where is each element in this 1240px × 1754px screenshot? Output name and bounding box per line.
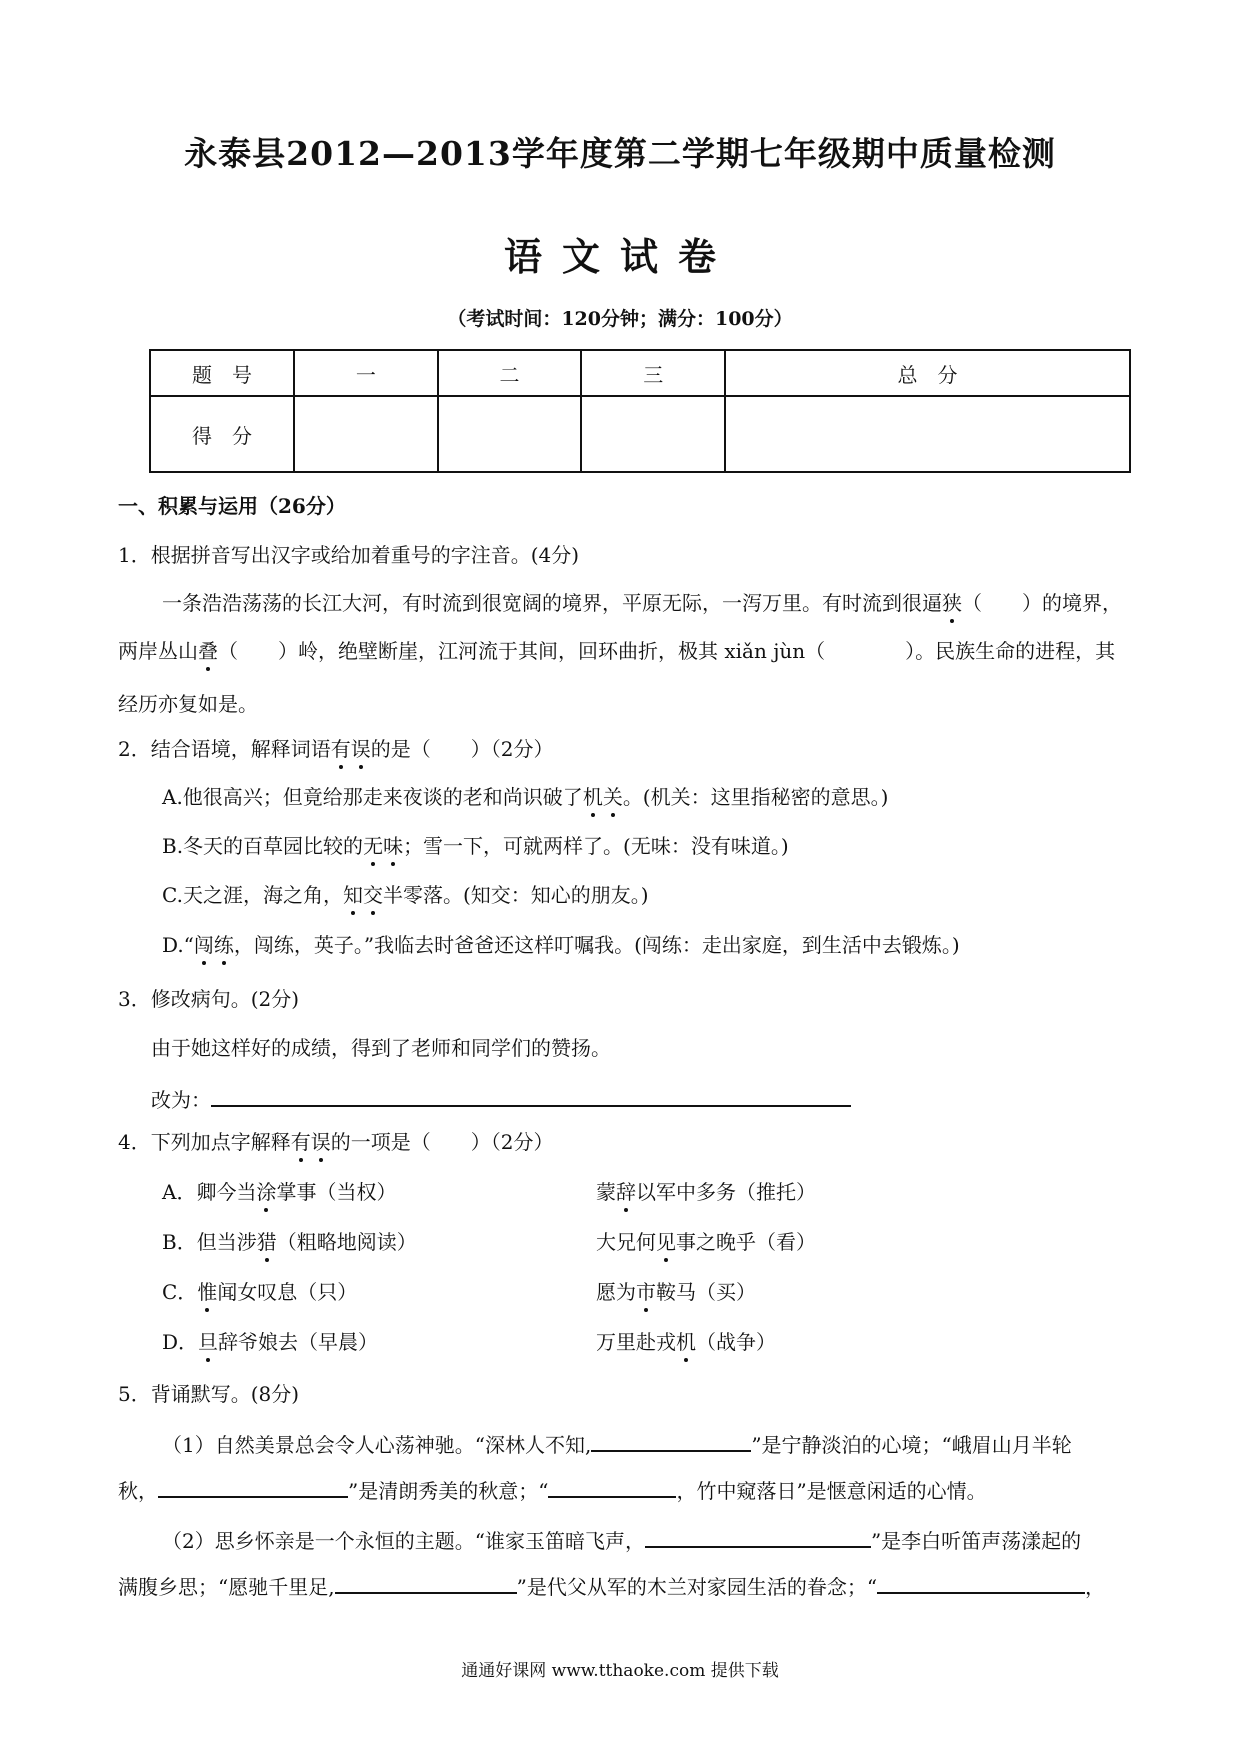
q4-text: 鞍马（买） [656,1280,756,1304]
q1-text: （ ）的境界， [962,591,1122,615]
q4-option-right [596,1328,776,1356]
q4-dotted-char: 机 [676,1330,696,1354]
q4-dotted-char: 涂 [256,1180,277,1204]
q5-blank[interactable] [645,1526,871,1548]
q4-text: C． [162,1280,198,1304]
q5-text: ， [1085,1575,1106,1599]
q4-text: 以军中多务（推托） [636,1180,816,1204]
q1-dotted-char: 狭 [942,591,962,615]
q2-stem [118,735,553,763]
exam-title: 永泰县2012—2013学年度第二学期七年级期中质量检测 [184,134,1056,173]
q4-text: B．但当涉 [162,1230,257,1254]
q4-text: 蒙 [596,1180,616,1204]
q5-text: （1）自然美景总会令人心荡神驰。“深林人不知, [162,1433,592,1457]
q4-dotted-char: 惟 [197,1280,218,1304]
q5-text: （2）思乡怀亲是一个永恒的主题。“谁家玉笛暗飞声， [162,1529,645,1553]
q4-text: A．卿今当 [162,1180,257,1204]
q1-stem: 1．根据拼音写出汉字或给加着重号的字注音。(4分) [118,543,580,567]
q5-text: ”是李白听笛声荡漾起的 [870,1529,1082,1553]
q4-text: （粗略地阅读） [276,1230,417,1254]
q5-blank[interactable] [158,1476,348,1498]
q4-option-left [162,1278,357,1306]
q2-text: 半零落。(知交：知心的朋友。) [382,883,649,907]
q1-passage-line-2 [118,637,1115,665]
score-table-label-question: 题 号 [150,350,294,396]
q2-dotted-char: 闯 [193,933,214,957]
q4-text: 的一项是（ ）（2分） [330,1130,554,1154]
q1-passage-line-1 [162,589,1122,617]
q5-text: ”是清朗秀美的秋意；“ [348,1479,549,1503]
q2-dotted-char: 练 [213,933,234,957]
q5-blank[interactable] [335,1572,517,1594]
q1-text: 一条浩浩荡荡的长江大河，有时流到很宽阔的境界，平原无际，一泻万里。有时流到很逼 [162,591,942,615]
q1-passage-line-3: 经历亦复如是。 [118,692,258,716]
page-footer: 通通好课网 www.tthaoke.com 提供下载 [461,1661,779,1681]
q2-option-b [162,832,789,860]
q3-answer-blank[interactable] [211,1085,851,1107]
q2-text: A.他很高兴；但竟给那走来夜谈的老和尚识破了 [162,785,583,809]
q5-part2-line1 [162,1526,1081,1555]
q4-text: 辞爷娘去（早晨） [218,1330,379,1354]
q4-text: 4．下列加点字解释 [118,1130,291,1154]
q3-answer-row [151,1085,851,1114]
q4-dotted-char: 见 [656,1230,676,1254]
score-table [149,349,1131,473]
q5-text: ”是代父从军的木兰对家园生活的眷念；“ [516,1575,878,1599]
q4-dotted-char: 有 [290,1130,311,1154]
score-table-col-2: 二 [438,350,582,396]
q4-option-right [596,1178,816,1206]
q2-dotted-char: 机 [582,785,603,809]
q2-text: 。(机关：这里指秘密的意思。) [622,785,889,809]
q4-text: 掌事（当权） [276,1180,397,1204]
q2-option-d [162,931,960,959]
q2-dotted-char: 味 [383,834,404,858]
q4-option-left [162,1178,396,1206]
q2-dotted-char: 关 [602,785,623,809]
q5-blank[interactable] [877,1572,1085,1594]
q4-stem [118,1128,553,1156]
q5-text: 满腹乡思；“愿驰千里足, [118,1575,335,1599]
score-table-score-row [150,396,1130,472]
q4-text: 万里赴戎 [596,1330,676,1354]
q2-text: D.“ [162,933,194,957]
q1-text: （ ）岭，绝壁断崖，江河流于其间，回环曲折，极其 xiǎn jùn（ ）。民族生命的进程，其 [218,639,1116,663]
q2-dotted-char: 有 [330,737,351,761]
q4-dotted-char: 猎 [256,1230,277,1254]
exam-subtitle: 语文试卷 [503,234,736,279]
q5-part2-line2 [118,1572,1105,1601]
q4-text: 愿为 [596,1280,636,1304]
score-table-col-1: 一 [294,350,438,396]
q4-dotted-char: 误 [310,1130,331,1154]
q5-part1-line1 [162,1430,1072,1459]
score-cell-total[interactable] [725,396,1130,472]
q4-dotted-char: 旦 [198,1330,219,1354]
q2-text: B.冬天的百草园比较的 [162,834,364,858]
q1-dotted-char: 叠 [198,639,218,663]
exam-info: （考试时间：120分钟；满分：100分） [447,308,793,330]
q2-dotted-char: 无 [363,834,384,858]
q5-text: ”是宁静淡泊的心境；“峨眉山月半轮 [751,1433,1072,1457]
section-1-heading: 一、积累与运用（26分） [118,494,346,518]
q2-dotted-char: 交 [362,883,383,907]
q4-option-left [162,1228,417,1256]
q5-text: 秋， [118,1479,158,1503]
q2-dotted-char: 误 [350,737,371,761]
q1-text: 两岸丛山 [118,639,198,663]
score-table-col-total: 总 分 [725,350,1130,396]
q4-text: （战争） [696,1330,776,1354]
q4-text: 事之晚乎（看） [676,1230,816,1254]
score-table-col-3: 三 [581,350,725,396]
q2-option-a [162,783,888,811]
q2-text: 的是（ ）（2分） [370,737,554,761]
q3-sentence: 由于她这样好的成绩，得到了老师和同学们的赞扬。 [151,1036,611,1060]
score-cell-1[interactable] [294,396,438,472]
q4-text: D． [162,1330,199,1354]
q5-blank[interactable] [591,1430,751,1452]
q4-dotted-char: 市 [636,1280,656,1304]
score-cell-3[interactable] [581,396,725,472]
q2-text: C.天之涯，海之角， [162,883,343,907]
q2-dotted-char: 知 [342,883,363,907]
q5-part1-line2 [118,1476,987,1505]
q3-answer-label: 改为： [151,1088,211,1112]
q2-text: ，闯练，英子。”我临去时爸爸还这样叮嘱我。(闯练：走出家庭，到生活中去锻炼。) [233,933,960,957]
q2-text: 2．结合语境，解释词语 [118,737,331,761]
q4-option-right [596,1228,816,1256]
score-table-label-score: 得 分 [150,396,294,472]
q5-text: ，竹中窥落日”是惬意闲适的心情。 [676,1479,987,1503]
q4-option-left [162,1328,378,1356]
q3-stem: 3．修改病句。(2分) [118,987,300,1011]
q4-option-right [596,1278,756,1306]
q2-text: ；雪一下，可就两样了。(无味：没有味道。) [403,834,789,858]
score-table-header-row [150,350,1130,396]
q2-option-c [162,881,649,909]
score-cell-2[interactable] [438,396,582,472]
q5-blank[interactable] [548,1476,676,1498]
q4-text: 大兄何 [596,1230,656,1254]
q5-stem: 5．背诵默写。(8分) [118,1382,300,1406]
q4-dotted-char: 辞 [616,1180,636,1204]
q4-text: 闻女叹息（只） [217,1280,358,1304]
